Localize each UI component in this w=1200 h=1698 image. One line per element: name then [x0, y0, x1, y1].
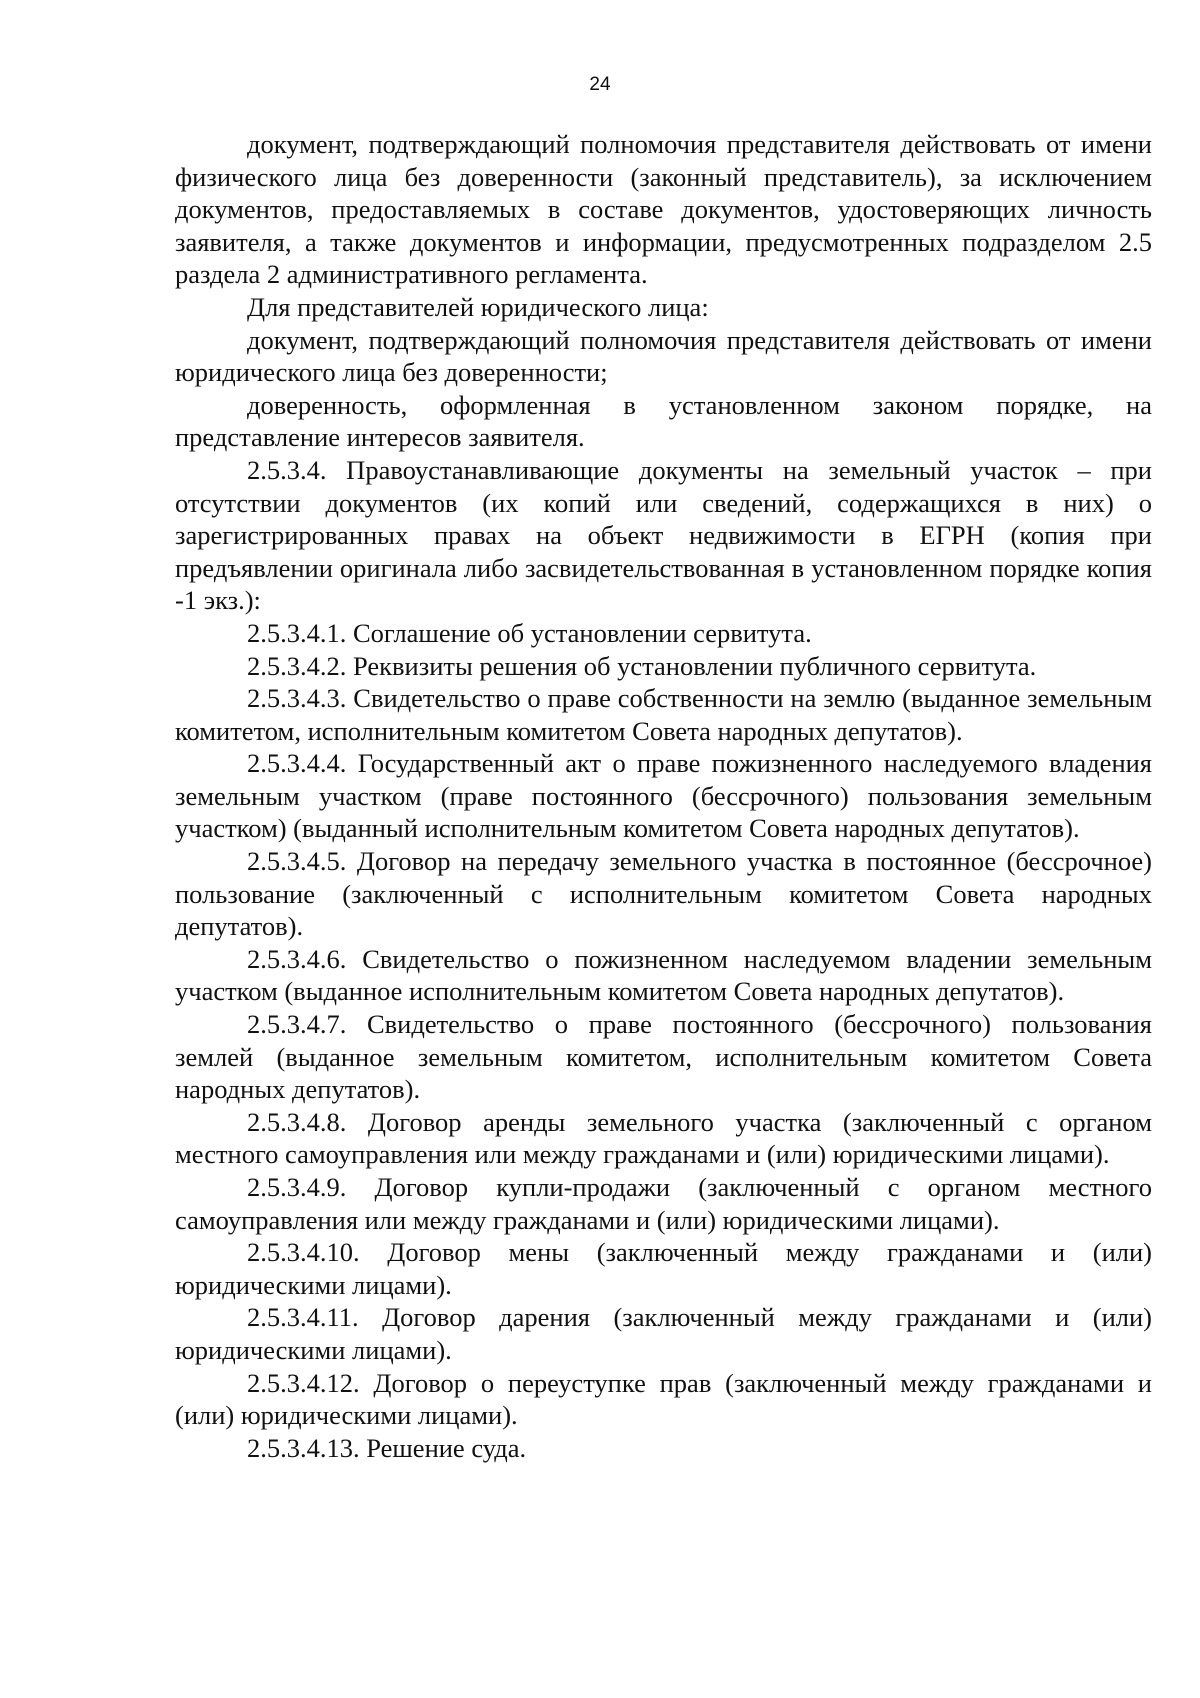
paragraph-2-5-3-4-10: 2.5.3.4.10. Договор мены (заключенный между гражданами и (или) юридическими лицами). — [175, 1237, 1152, 1300]
paragraph-legal-representative-document: документ, подтверждающий полномочия представителя действовать от имени физического лица без доверенности (законный представитель), за исключением документов, предоставляемых в составе документов, удостоверяющих личность заявителя, а также документов и информации, предусмотренных подразделом 2.5 раздела 2 административного регламента. — [175, 129, 1152, 290]
paragraph-2-5-3-4-12: 2.5.3.4.12. Договор о переуступке прав (заключенный между гражданами и (или) юридическими лицами). — [175, 1367, 1152, 1431]
paragraph-2-5-3-4-9: 2.5.3.4.9. Договор купли-продажи (заключенный с органом местного самоуправления или между гражданами и (или) юридическими лицами). — [175, 1172, 1152, 1235]
paragraph-2-5-3-4-1: 2.5.3.4.1. Соглашение об установлении сервитута. — [247, 617, 812, 648]
paragraph-2-5-3-4-7: 2.5.3.4.7. Свидетельство о праве постоянного (бессрочного) пользования землей (выданное земельным комитетом, исполнительным комитетом Совета народных депутатов). — [175, 1009, 1152, 1105]
paragraph-2-5-3-4-2: 2.5.3.4.2. Реквизиты решения об установлении публичного сервитута. — [247, 650, 1037, 681]
paragraph-2-5-3-4-11: 2.5.3.4.11. Договор дарения (заключенный между гражданами и (или) юридическими лицами). — [175, 1302, 1152, 1365]
paragraph-2-5-3-4-3: 2.5.3.4.3. Свидетельство о праве собственности на землю (выданное земельным комитетом, исполнительным комитетом Совета народных депутатов). — [175, 683, 1152, 746]
paragraph-2-5-3-4-13: 2.5.3.4.13. Решение суда. — [247, 1432, 527, 1463]
paragraph-power-of-attorney: доверенность, оформленная в установленном законом порядке, на представление интересов заявителя. — [175, 389, 1152, 453]
paragraph-2-5-3-4-8: 2.5.3.4.8. Договор аренды земельного участка (заключенный с органом местного самоуправления или между гражданами и (или) юридическими лицами). — [175, 1106, 1152, 1170]
paragraph-legal-entity-representatives-heading: Для представителей юридического лица: — [247, 291, 709, 322]
document-body — [175, 128, 1152, 1464]
paragraph-2-5-3-4-4: 2.5.3.4.4. Государственный акт о праве пожизненного наследуемого владения земельным участком (праве постоянного (бессрочного) пользования земельным участком) (выданный исполнительным комитетом Совета народных депутатов). — [175, 748, 1152, 844]
page-number: 24 — [589, 74, 611, 95]
paragraph-2-5-3-4: 2.5.3.4. Правоустанавливающие документы на земельный участок – при отсутствии документов (их копий или сведений, содержащихся в них) о зарегистрированных правах на объект недвижимости в ЕГРН (копия при предъявлении оригинала либо засвидетельствованная в установленном порядке копия -1 экз.): — [175, 454, 1152, 616]
paragraph-legal-entity-authority-document: документ, подтверждающий полномочия представителя действовать от имени юридического лица без доверенности; — [175, 324, 1152, 388]
paragraph-2-5-3-4-5: 2.5.3.4.5. Договор на передачу земельного участка в постоянное (бессрочное) пользование (заключенный с исполнительным комитетом Совета народных депутатов). — [175, 846, 1152, 942]
paragraph-2-5-3-4-6: 2.5.3.4.6. Свидетельство о пожизненном наследуемом владении земельным участком (выданное исполнительным комитетом Совета народных депутатов). — [175, 943, 1152, 1007]
